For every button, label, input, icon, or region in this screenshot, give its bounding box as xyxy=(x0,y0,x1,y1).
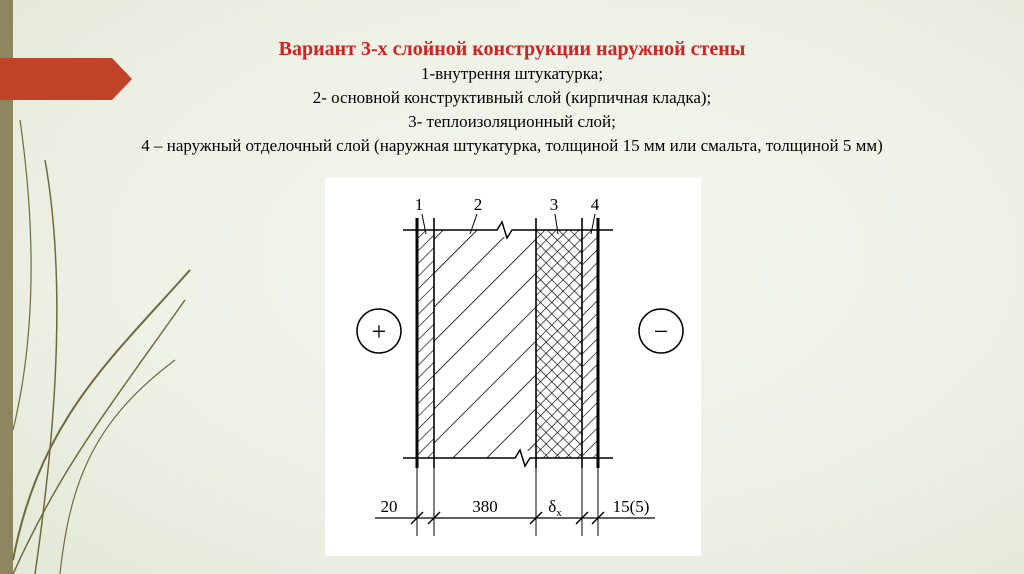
legend-line-4: 4 – наружный отделочный слой (наружная штукатурка, толщиной 15 мм или смальта, толщиной 5 мм) xyxy=(141,136,883,155)
legend-line-1: 1-внутрення штукатурка; xyxy=(420,64,604,83)
layer-label-1: 1 xyxy=(414,195,424,214)
dimension-delta-subscript: x xyxy=(556,507,562,519)
decor-curve xyxy=(35,160,57,574)
wall-section-diagram xyxy=(325,178,701,556)
layer-label-3: 3 xyxy=(549,195,559,214)
decor-curve xyxy=(60,360,175,574)
wall-section-svg xyxy=(325,178,701,556)
layer-1-inner-plaster xyxy=(417,230,434,458)
layer-label-4: 4 xyxy=(590,195,600,214)
layer-3-insulation-b xyxy=(536,230,582,458)
slide-text xyxy=(20,36,1004,158)
layer-4-outer-finish xyxy=(582,230,598,458)
dimension-delta-x xyxy=(548,497,562,519)
inside-plus-symbol: + xyxy=(371,317,387,346)
slide-title: Вариант 3-х слойной конструкции наружной стены xyxy=(278,38,746,60)
outside-minus-symbol: − xyxy=(653,317,669,346)
dimension-15-5: 15(5) xyxy=(612,497,650,516)
layer-label-2: 2 xyxy=(473,195,483,214)
legend-line-2: 2- основной конструктивный слой (кирпичная кладка); xyxy=(312,88,712,107)
dimension-380: 380 xyxy=(472,497,498,516)
legend-line-3: 3- теплоизоляционный слой; xyxy=(408,112,616,131)
decor-curve xyxy=(13,300,185,574)
decor-curve xyxy=(13,270,190,560)
layer-2-brick xyxy=(434,230,536,458)
decor-curve xyxy=(13,120,31,430)
dimension-delta: δ xyxy=(548,497,557,516)
dimension-20: 20 xyxy=(380,497,398,516)
